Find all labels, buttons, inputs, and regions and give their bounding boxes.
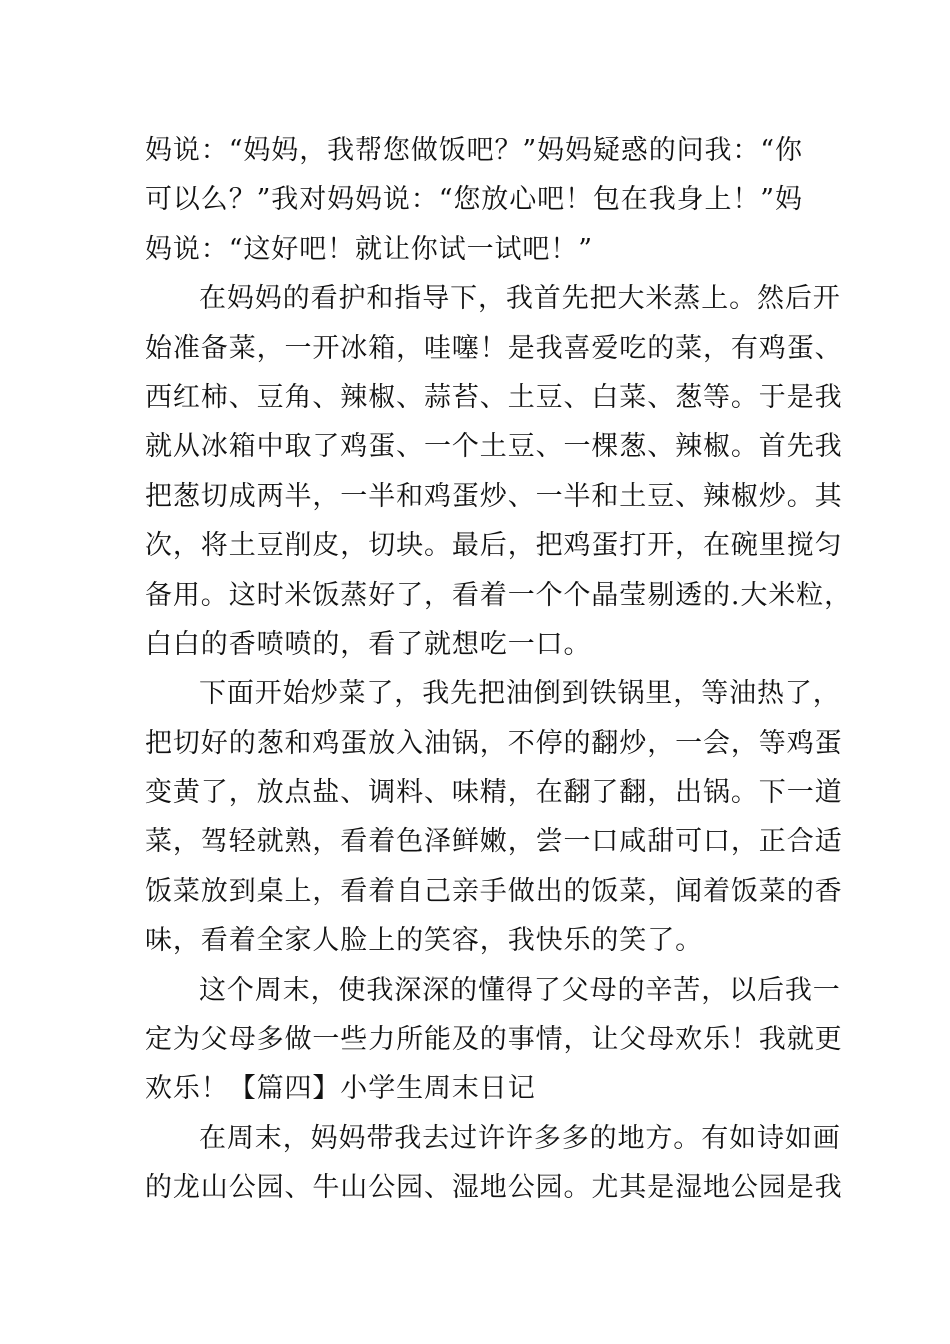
text-line: 的龙山公园、牛山公园、湿地公园。尤其是湿地公园是我 <box>145 1172 843 1204</box>
text-line: 变黄了，放点盐、调料、味精，在翻了翻，出锅。下一道 <box>145 777 843 809</box>
text-line: 妈说：“这好吧！就让你试一试吧！” <box>145 233 593 265</box>
text-line: 定为父母多做一些力所能及的事情，让父母欢乐！我就更 <box>145 1024 843 1056</box>
text-line: 白白的香喷喷的，看了就想吃一口。 <box>145 628 592 660</box>
text-line: 把葱切成两半，一半和鸡蛋炒、一半和土豆、辣椒炒。其 <box>145 480 843 512</box>
text-line: 备用。这时米饭蒸好了，看着一个个晶莹剔透的.大米粒， <box>145 579 852 611</box>
text-line: 菜，驾轻就熟，看着色泽鲜嫩，尝一口咸甜可口，正合适 <box>145 826 843 858</box>
paragraph-first-line: 在妈妈的看护和指导下，我首先把大米蒸上。然后开 <box>199 283 841 315</box>
text-line: 味，看着全家人脸上的笑容，我快乐的笑了。 <box>145 925 703 957</box>
text-line: 始准备菜，一开冰箱，哇噻！是我喜爱吃的菜，有鸡蛋、 <box>145 332 843 364</box>
paragraph-first-line: 下面开始炒菜了，我先把油倒到铁锅里，等油热了， <box>199 678 841 710</box>
text-line: 就从冰箱中取了鸡蛋、一个土豆、一棵葱、辣椒。首先我 <box>145 431 843 463</box>
document-body-text <box>145 126 852 1213</box>
text-line: 欢乐！【篇四】小学生周末日记 <box>145 1073 536 1105</box>
text-line: 妈说：“妈妈，我帮您做饭吧？”妈妈疑惑的问我：“你 <box>145 135 803 166</box>
paragraph-first-line: 这个周末，使我深深的懂得了父母的辛苦，以后我一 <box>199 974 841 1006</box>
paragraph-first-line: 在周末，妈妈带我去过许许多多的地方。有如诗如画 <box>199 1122 841 1154</box>
text-line: 饭菜放到桌上，看着自己亲手做出的饭菜，闻着饭菜的香 <box>145 875 843 907</box>
text-line: 可以么？”我对妈妈说：“您放心吧！包在我身上！”妈 <box>145 184 803 216</box>
text-line: 次，将土豆削皮，切块。最后，把鸡蛋打开，在碗里搅匀 <box>145 530 843 562</box>
text-line: 西红柿、豆角、辣椒、蒜苔、土豆、白菜、葱等。于是我 <box>145 381 843 413</box>
text-line: 把切好的葱和鸡蛋放入油锅，不停的翻炒，一会，等鸡蛋 <box>145 727 843 759</box>
